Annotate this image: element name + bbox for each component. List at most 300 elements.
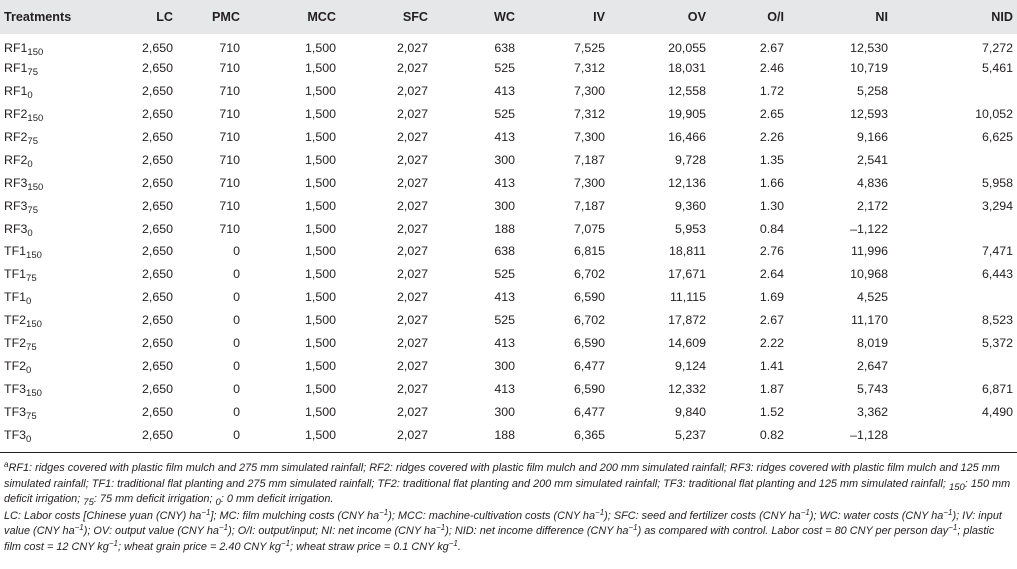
treatment-irrigation: 75: [26, 342, 37, 354]
treatment-irrigation: 75: [26, 273, 37, 285]
treatment-cell: [0, 263, 118, 286]
cell-nid: 5,372: [981, 336, 1013, 351]
cell-lc: 2,650: [141, 61, 173, 76]
cell-pmc: 0: [233, 313, 240, 328]
cell-wc: 413: [494, 130, 515, 144]
abbr-exp: −1: [800, 507, 810, 517]
cell-ov: 18,811: [669, 244, 706, 259]
cell-nid: 4,490: [981, 404, 1013, 419]
table-footnotes: [4, 461, 1014, 555]
table-row: [0, 240, 1017, 263]
cell-sfc: 2,027: [396, 404, 428, 419]
cell-wc: 188: [494, 221, 515, 236]
cell-iv: 6,477: [573, 404, 605, 419]
cell-wc: 413: [494, 381, 515, 396]
cell-mcc: 1,500: [304, 175, 336, 190]
table-row: [0, 263, 1017, 286]
sub-150: 150: [948, 481, 965, 493]
cell-wc: 525: [494, 313, 515, 328]
treatment-cell: [0, 171, 118, 194]
header-ni: NI: [875, 10, 888, 24]
cell-pmc: 710: [219, 130, 240, 144]
cell-pmc: 0: [233, 358, 240, 373]
cell-ov: 9,124: [674, 358, 706, 373]
cell-lc: 2,650: [141, 244, 173, 259]
cell-ni: 8,019: [856, 336, 888, 351]
cell-wc: 300: [494, 152, 515, 167]
cell-sfc: 2,027: [396, 244, 428, 259]
cell-ni: 4,525: [856, 290, 888, 305]
cell-sfc: 2,027: [396, 358, 428, 373]
treatment-cell: [0, 148, 118, 171]
cell-iv: 7,300: [573, 130, 605, 144]
cell-mcc: 1,500: [304, 152, 336, 167]
treatment-name: TF3: [4, 404, 27, 419]
abbr-exp: −1: [201, 507, 211, 517]
cell-wc: 300: [494, 358, 515, 373]
table-row: [0, 354, 1017, 377]
sub-75: 75: [83, 497, 94, 508]
treatment-irrigation: 0: [27, 227, 33, 239]
cell-pmc: 710: [219, 221, 240, 236]
cell-lc: 2,650: [141, 267, 173, 282]
treatment-irrigation: 150: [26, 319, 42, 331]
header-sfc: SFC: [402, 10, 428, 24]
cell-wc: 525: [494, 61, 515, 76]
header-nid: NID: [991, 10, 1013, 24]
abbr-exp: −1: [108, 538, 118, 548]
cell-sfc: 2,027: [396, 267, 428, 282]
cell-sfc: 2,027: [396, 107, 428, 122]
footnote-abbreviations: [4, 509, 1014, 556]
abbr-text: ); WC: water costs (CNY ha: [809, 509, 944, 522]
cell-wc: 413: [494, 175, 515, 190]
footnote-a-75: : 75 mm deficit irrigation;: [93, 493, 216, 505]
cell-lc: 2,650: [141, 290, 173, 305]
abbr-exp: −1: [628, 523, 638, 532]
cell-mcc: 1,500: [304, 381, 336, 396]
cell-ov: 12,136: [668, 175, 706, 190]
cell-lc: 2,650: [141, 152, 173, 167]
cell-oi: 2.64: [759, 267, 784, 282]
cell-ov: 9,840: [674, 404, 706, 419]
cell-ni: –1,128: [850, 427, 888, 442]
cell-mcc: 1,500: [304, 244, 336, 259]
cell-ov: 5,953: [674, 221, 706, 236]
header-treatments: Treatments: [4, 10, 72, 24]
cell-ov: 19,905: [668, 107, 706, 122]
cell-iv: 7,300: [573, 84, 605, 99]
abbr-text: ; wheat straw price = 0.1 CNY kg: [290, 540, 449, 553]
treatment-irrigation: 0: [26, 364, 32, 376]
abbr-text: ); OV: output value (CNY ha: [83, 525, 219, 537]
treatment-cell: [0, 332, 118, 355]
treatment-name: TF1: [4, 290, 27, 305]
treatment-cell: [0, 400, 118, 423]
cell-mcc: 1,500: [304, 358, 336, 373]
cell-mcc: 1,500: [304, 221, 336, 236]
cell-sfc: 2,027: [396, 41, 428, 56]
treatment-irrigation: 75: [27, 67, 38, 79]
abbr-text: LC: Labor costs [Chinese yuan (CNY) ha: [4, 509, 202, 522]
cell-sfc: 2,027: [396, 61, 428, 76]
treatment-irrigation: 75: [26, 410, 37, 422]
cell-iv: 7,525: [573, 41, 605, 56]
cell-mcc: 1,500: [304, 427, 336, 442]
abbr-exp: −1: [280, 538, 291, 548]
cell-mcc: 1,500: [304, 198, 336, 213]
cell-wc: 638: [494, 41, 515, 56]
table-row: [0, 217, 1017, 240]
cell-mcc: 1,500: [304, 267, 336, 282]
cell-ov: 12,558: [668, 84, 706, 99]
cell-wc: 525: [494, 107, 515, 122]
cell-lc: 2,650: [141, 198, 173, 213]
cell-ni: 9,166: [856, 130, 888, 144]
abbr-text: ); IV: input value (CNY ha: [4, 509, 1002, 537]
abbr-text: ); NID: net income difference (CNY ha: [445, 525, 629, 537]
treatment-name: RF1: [4, 41, 28, 56]
abbr-text: ) as compared with control. Labor cost = 80 CNY per person day: [637, 525, 949, 537]
treatment-cell: [0, 423, 118, 446]
cell-nid: [888, 354, 1017, 377]
table-row: [0, 103, 1017, 126]
cell-sfc: 2,027: [396, 198, 428, 213]
cell-oi: 2.46: [759, 61, 784, 76]
cell-iv: 7,300: [573, 175, 605, 190]
footnote-a-150: : 150 mm deficit irrigation;: [4, 477, 1011, 505]
cell-wc: 638: [494, 244, 515, 259]
abbr-text: ; plastic film cost = 12 CNY kg: [4, 525, 995, 553]
table-row: [0, 148, 1017, 171]
header-lc: LC: [156, 10, 173, 24]
cell-mcc: 1,500: [304, 61, 336, 76]
header-pmc: PMC: [212, 10, 240, 24]
header-oi: O/I: [767, 10, 784, 24]
cell-pmc: 710: [219, 41, 240, 56]
cell-sfc: 2,027: [396, 290, 428, 305]
header-ov: OV: [687, 10, 706, 24]
cell-iv: 7,312: [573, 61, 605, 76]
treatment-irrigation: 0: [27, 158, 33, 170]
table-row: [0, 332, 1017, 355]
cell-pmc: 0: [233, 336, 240, 351]
treatment-cell: [0, 103, 118, 126]
treatment-name: TF2: [4, 336, 27, 351]
abbr-text: ; wheat grain price = 2.40 CNY kg: [117, 540, 281, 553]
treatment-name: TF2: [4, 313, 27, 328]
treatment-cell: [0, 80, 118, 103]
table-row: [0, 126, 1017, 149]
cell-sfc: 2,027: [396, 221, 428, 236]
cell-iv: 6,590: [573, 381, 605, 396]
cell-oi: 2.22: [759, 336, 784, 351]
cell-ov: 9,728: [674, 152, 706, 167]
table-row: [0, 194, 1017, 217]
cell-sfc: 2,027: [396, 175, 428, 190]
cell-wc: 300: [494, 198, 515, 213]
treatment-irrigation: 75: [27, 136, 38, 147]
cell-ni: 4,836: [856, 175, 888, 190]
cell-lc: 2,650: [141, 381, 173, 396]
cell-iv: 6,815: [573, 244, 605, 259]
cell-ov: 16,466: [668, 130, 706, 144]
cell-lc: 2,650: [141, 313, 173, 328]
cell-pmc: 0: [233, 381, 240, 396]
cell-mcc: 1,500: [304, 404, 336, 419]
treatment-irrigation: 150: [27, 181, 44, 193]
cell-pmc: 710: [219, 175, 240, 190]
cell-iv: 6,590: [573, 336, 605, 351]
abbr-exp: −1: [218, 523, 229, 532]
cell-oi: 0.82: [759, 427, 784, 442]
cell-lc: 2,650: [141, 107, 173, 122]
abbr-exp: −1: [448, 538, 458, 548]
cell-ni: –1,122: [850, 221, 888, 236]
cell-nid: 6,871: [981, 381, 1013, 396]
cell-iv: 7,312: [573, 107, 605, 122]
treatment-irrigation: 150: [27, 113, 44, 125]
cell-oi: 1.87: [759, 381, 784, 396]
treatment-irrigation: 0: [27, 90, 33, 102]
cell-iv: 7,187: [573, 198, 605, 213]
cell-lc: 2,650: [141, 41, 173, 56]
cell-nid: [888, 148, 1017, 171]
cell-lc: 2,650: [141, 427, 173, 442]
treatment-name: RF3: [4, 175, 28, 190]
treatment-name: TF2: [4, 358, 27, 373]
treatment-irrigation: 150: [26, 250, 42, 262]
treatment-name: TF1: [4, 244, 27, 259]
cell-mcc: 1,500: [304, 84, 336, 99]
cell-wc: 413: [494, 336, 515, 351]
table-row: [0, 423, 1017, 446]
cell-oi: 2.26: [759, 130, 784, 144]
table-row: [0, 286, 1017, 309]
cell-lc: 2,650: [141, 336, 173, 351]
cell-iv: 6,590: [573, 290, 605, 305]
cell-ni: 11,170: [851, 313, 888, 328]
cell-iv: 6,702: [573, 313, 605, 328]
treatment-name: RF3: [4, 221, 28, 236]
cell-ov: 14,609: [668, 336, 706, 351]
cell-ov: 17,872: [668, 313, 706, 328]
cell-mcc: 1,500: [304, 107, 336, 122]
table-row: [0, 34, 1017, 57]
cell-mcc: 1,500: [304, 290, 336, 305]
abbr-exp: −1: [379, 507, 389, 517]
cell-oi: 1.72: [759, 84, 784, 99]
cell-lc: 2,650: [141, 221, 173, 236]
abbr-exp: −1: [943, 507, 953, 517]
treatment-name: RF2: [4, 107, 28, 122]
treatment-cell: [0, 354, 118, 377]
footnote-a-0: : 0 mm deficit irrigation.: [220, 493, 334, 505]
cell-oi: 1.41: [759, 358, 784, 373]
treatment-cell: [0, 309, 118, 332]
cell-iv: 7,187: [573, 152, 605, 167]
cell-nid: 6,443: [981, 267, 1013, 282]
treatment-irrigation: 150: [27, 47, 44, 59]
cell-ni: 2,647: [856, 358, 888, 373]
cell-wc: 300: [494, 404, 515, 419]
cell-ov: 9,360: [674, 198, 706, 213]
cell-ni: 5,258: [856, 84, 888, 99]
cell-sfc: 2,027: [396, 313, 428, 328]
treatment-irrigation: 0: [26, 296, 32, 308]
abbr-exp: −1: [436, 523, 446, 532]
cell-pmc: 0: [233, 427, 240, 442]
cell-oi: 2.67: [759, 41, 784, 56]
table-header: [0, 0, 1017, 34]
cell-lc: 2,650: [141, 358, 173, 373]
cell-sfc: 2,027: [396, 130, 428, 144]
cell-wc: 413: [494, 84, 515, 99]
treatment-cell: [0, 377, 118, 400]
cell-nid: 8,523: [981, 313, 1013, 328]
cell-ov: 12,332: [668, 381, 706, 396]
abbr-text: ]; MC: film mulching costs (CNY ha: [210, 509, 380, 522]
cell-ni: 3,362: [856, 404, 888, 419]
cell-nid: [888, 80, 1017, 103]
cell-ni: 2,172: [856, 198, 888, 213]
treatment-cell: [0, 194, 118, 217]
cell-nid: [888, 423, 1017, 446]
abbr-text: ); O/I: output/input; NI: net income (CNY ha: [228, 525, 437, 537]
cell-ov: 18,031: [668, 61, 706, 76]
treatment-name: TF3: [4, 427, 27, 442]
table-row: [0, 377, 1017, 400]
cell-pmc: 0: [233, 290, 240, 305]
cell-iv: 6,702: [573, 267, 605, 282]
cell-ni: 12,530: [850, 41, 888, 56]
cell-pmc: 710: [219, 61, 240, 76]
abbr-text: ); MCC: machine-cultivation costs (CNY ha: [388, 509, 596, 522]
cell-ni: 2,541: [856, 152, 888, 167]
cell-nid: [888, 286, 1017, 309]
cell-nid: [888, 217, 1017, 240]
cell-ni: 12,593: [850, 107, 888, 122]
abbr-exp: −1: [595, 507, 605, 517]
cell-pmc: 710: [219, 198, 240, 213]
treatment-name: RF3: [4, 198, 28, 213]
cell-iv: 7,075: [573, 221, 605, 236]
footnote-a: [4, 461, 1014, 508]
cell-pmc: 710: [219, 152, 240, 167]
cell-lc: 2,650: [141, 404, 173, 419]
treatment-cell: [0, 34, 118, 57]
cell-lc: 2,650: [141, 175, 173, 190]
abbr-text: .: [457, 540, 461, 553]
cell-mcc: 1,500: [304, 130, 336, 144]
cell-mcc: 1,500: [304, 41, 336, 56]
cell-ni: 10,968: [850, 267, 888, 282]
cell-oi: 1.52: [759, 404, 784, 419]
table-row: [0, 309, 1017, 332]
header-wc: WC: [494, 10, 515, 24]
treatment-name: RF2: [4, 130, 28, 144]
cell-ni: 5,743: [856, 381, 888, 396]
cell-ov: 17,671: [668, 267, 706, 282]
footnote-a-text: RF1: ridges covered with plastic film mulch and 275 mm simulated rainfall; RF2: ridges covered with plastic film mulch and 200 mm simulated rainfall; RF3: ridges covered with plastic film mulch and 125 mm simulated rainfall; TF1: traditional flat planting and 275 mm simulated rainfall; TF2: traditional flat planting and 200 mm simulated rainfall; TF3: traditional flat planting and 125 mm simulated rainfall;: [4, 462, 1000, 490]
cell-pmc: 710: [219, 107, 240, 122]
treatment-cell: [0, 57, 118, 80]
cell-mcc: 1,500: [304, 336, 336, 351]
cell-sfc: 2,027: [396, 336, 428, 351]
cell-oi: 2.65: [759, 107, 784, 122]
cell-oi: 1.66: [759, 175, 784, 190]
cell-ni: 11,996: [851, 244, 888, 259]
cell-lc: 2,650: [141, 84, 173, 99]
sub-0: 0: [215, 497, 221, 508]
treatment-cell: [0, 126, 118, 149]
cell-sfc: 2,027: [396, 427, 428, 442]
cell-nid: 3,294: [981, 198, 1013, 213]
cell-oi: 2.67: [759, 313, 784, 328]
cell-ni: 10,719: [850, 61, 888, 76]
cell-nid: 5,958: [981, 175, 1013, 190]
treatment-cell: [0, 286, 118, 309]
cell-sfc: 2,027: [396, 152, 428, 167]
cell-nid: 7,471: [981, 244, 1013, 259]
cell-iv: 6,365: [573, 427, 605, 442]
cell-oi: 2.76: [759, 244, 784, 259]
table-row: [0, 57, 1017, 80]
table-row: [0, 80, 1017, 103]
cell-oi: 0.84: [759, 221, 784, 236]
cell-iv: 6,477: [573, 358, 605, 373]
table-body: [0, 34, 1017, 446]
cell-sfc: 2,027: [396, 381, 428, 396]
table-bottom-rule: [0, 452, 1017, 453]
cell-oi: 1.35: [759, 152, 784, 167]
cell-wc: 188: [494, 427, 515, 442]
cell-nid: 10,052: [975, 107, 1013, 122]
treatment-name: RF1: [4, 84, 28, 99]
table-row: [0, 400, 1017, 423]
cell-ov: 5,237: [674, 427, 706, 442]
cell-wc: 413: [494, 290, 515, 305]
treatment-name: TF1: [4, 267, 27, 282]
cell-nid: 7,272: [981, 41, 1013, 56]
header-iv: IV: [593, 10, 605, 24]
cell-lc: 2,650: [141, 130, 173, 144]
treatment-irrigation: 150: [26, 387, 42, 399]
treatment-name: TF3: [4, 381, 27, 396]
cell-ov: 20,055: [668, 41, 706, 56]
treatment-irrigation: 75: [27, 204, 38, 216]
abbr-exp: −1: [74, 523, 84, 532]
treatment-name: RF1: [4, 61, 28, 76]
treatment-name: RF2: [4, 152, 28, 167]
header-mcc: MCC: [307, 10, 336, 24]
cell-pmc: 0: [233, 267, 240, 282]
cell-pmc: 0: [233, 404, 240, 419]
cell-pmc: 710: [219, 84, 240, 99]
cell-mcc: 1,500: [304, 313, 336, 328]
treatment-irrigation: 0: [26, 433, 32, 445]
treatment-cell: [0, 217, 118, 240]
cell-ov: 11,115: [669, 290, 706, 305]
cell-wc: 525: [494, 267, 515, 282]
treatment-cell: [0, 240, 118, 263]
table-row: [0, 171, 1017, 194]
footnote-marker: a: [4, 460, 9, 469]
abbr-text: ); SFC: seed and fertilizer costs (CNY ha: [604, 509, 801, 522]
cell-oi: 1.30: [759, 198, 784, 213]
abbr-exp: −1: [948, 523, 958, 532]
cell-nid: 5,461: [981, 61, 1013, 76]
